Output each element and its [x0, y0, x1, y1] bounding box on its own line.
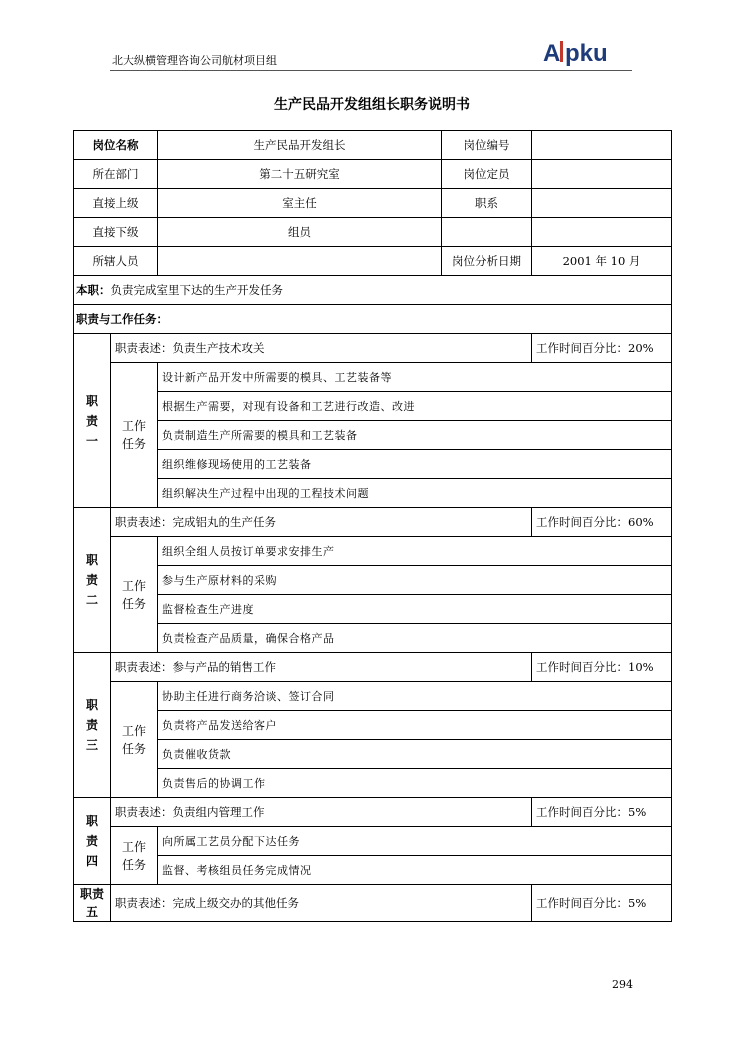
duty-3-name: 职 责 三: [74, 653, 111, 798]
duty-row: [74, 508, 672, 537]
info-row-managed: [74, 247, 672, 276]
post-name-value: 生产民品开发组长: [158, 131, 442, 160]
duty-1-time: 工作时间百分比：20%: [532, 334, 672, 363]
dept-label: 所在部门: [74, 160, 158, 189]
duty-2-time: 工作时间百分比：60%: [532, 508, 672, 537]
task-row: [74, 856, 672, 885]
svg-text:pku: pku: [565, 40, 608, 67]
task-row: [74, 392, 672, 421]
task-row: [74, 740, 672, 769]
info-row-superior: [74, 189, 672, 218]
info-row-post: [74, 131, 672, 160]
duty-5-desc: 职责表述：完成上级交办的其他任务: [111, 885, 532, 922]
series-label: 职系: [442, 189, 532, 218]
task-row: [74, 421, 672, 450]
task-row: [74, 682, 672, 711]
post-name-label: 岗位名称: [74, 131, 158, 160]
main-duty-text: 负责完成室里下达的生产开发任务: [110, 283, 283, 297]
duties-header-row: [74, 305, 672, 334]
duty-row: [74, 798, 672, 827]
duty-1-task: 设计新产品开发中所需要的模具、工艺装备等: [158, 363, 672, 392]
empty-cell: [532, 218, 672, 247]
duty-4-task: 监督、考核组员任务完成情况: [158, 856, 672, 885]
series-value: [532, 189, 672, 218]
duty-5-time: 工作时间百分比：5%: [532, 885, 672, 922]
duty-4-task: 向所属工艺员分配下达任务: [158, 827, 672, 856]
task-row: [74, 624, 672, 653]
subordinate-label: 直接下级: [74, 218, 158, 247]
duty-5-name: 职责 五: [74, 885, 111, 922]
analysis-date-label: 岗位分析日期: [442, 247, 532, 276]
duties-header: 职责与工作任务：: [74, 305, 672, 334]
info-row-dept: [74, 160, 672, 189]
task-row: [74, 769, 672, 798]
duty-3-tasks-label: 工作 任务: [111, 682, 158, 798]
duty-row: [74, 334, 672, 363]
duty-4-desc: 职责表述：负责组内管理工作: [111, 798, 532, 827]
post-no-value: [532, 131, 672, 160]
duty-1-task: 组织维修现场使用的工艺装备: [158, 450, 672, 479]
post-no-label: 岗位编号: [442, 131, 532, 160]
duty-4-tasks-label: 工作 任务: [111, 827, 158, 885]
page-number: 294: [612, 978, 633, 991]
duty-2-name: 职 责 二: [74, 508, 111, 653]
duty-3-task: 负责催收货款: [158, 740, 672, 769]
job-description-table: [73, 130, 672, 922]
task-row: [74, 479, 672, 508]
company-logo: [543, 37, 635, 69]
duty-1-desc: 职责表述：负责生产技术攻关: [111, 334, 532, 363]
duty-4-name: 职 责 四: [74, 798, 111, 885]
staffing-label: 岗位定员: [442, 160, 532, 189]
task-row: [74, 566, 672, 595]
managed-value: [158, 247, 442, 276]
empty-cell: [442, 218, 532, 247]
task-row: [74, 827, 672, 856]
document-title: 生产民品开发组组长职务说明书: [274, 97, 470, 113]
duty-2-task: 参与生产原材料的采购: [158, 566, 672, 595]
duty-row: [74, 653, 672, 682]
svg-text:A: A: [543, 40, 561, 67]
duty-3-time: 工作时间百分比：10%: [532, 653, 672, 682]
duty-3-task: 协助主任进行商务洽谈、签订合同: [158, 682, 672, 711]
duty-2-task: 负责检查产品质量，确保合格产品: [158, 624, 672, 653]
duty-4-time: 工作时间百分比：5%: [532, 798, 672, 827]
header-divider: [110, 70, 632, 71]
analysis-date-value: 2001 年 10 月: [532, 247, 672, 276]
subordinate-value: 组员: [158, 218, 442, 247]
main-duty-label: 本职：: [76, 283, 111, 297]
task-row: [74, 595, 672, 624]
duty-3-task: 负责售后的协调工作: [158, 769, 672, 798]
info-row-subordinate: [74, 218, 672, 247]
header-org-name: 北大纵横管理咨询公司航材项目组: [112, 54, 277, 67]
main-duty-row: [74, 276, 672, 305]
duty-1-name: 职 责 一: [74, 334, 111, 508]
duty-row: [74, 885, 672, 922]
duty-3-desc: 职责表述：参与产品的销售工作: [111, 653, 532, 682]
duty-2-task: 组织全组人员按订单要求安排生产: [158, 537, 672, 566]
managed-label: 所辖人员: [74, 247, 158, 276]
duty-1-task: 组织解决生产过程中出现的工程技术问题: [158, 479, 672, 508]
task-row: [74, 363, 672, 392]
duty-2-tasks-label: 工作 任务: [111, 537, 158, 653]
superior-value: 室主任: [158, 189, 442, 218]
dept-value: 第二十五研究室: [158, 160, 442, 189]
task-row: [74, 537, 672, 566]
duty-1-task: 负责制造生产所需要的模具和工艺装备: [158, 421, 672, 450]
duty-2-desc: 职责表述：完成铝丸的生产任务: [111, 508, 532, 537]
superior-label: 直接上级: [74, 189, 158, 218]
duty-1-task: 根据生产需要，对现有设备和工艺进行改造、改进: [158, 392, 672, 421]
duty-1-tasks-label: 工作 任务: [111, 363, 158, 508]
staffing-value: [532, 160, 672, 189]
duty-2-task: 监督检查生产进度: [158, 595, 672, 624]
task-row: [74, 711, 672, 740]
task-row: [74, 450, 672, 479]
duty-3-task: 负责将产品发送给客户: [158, 711, 672, 740]
